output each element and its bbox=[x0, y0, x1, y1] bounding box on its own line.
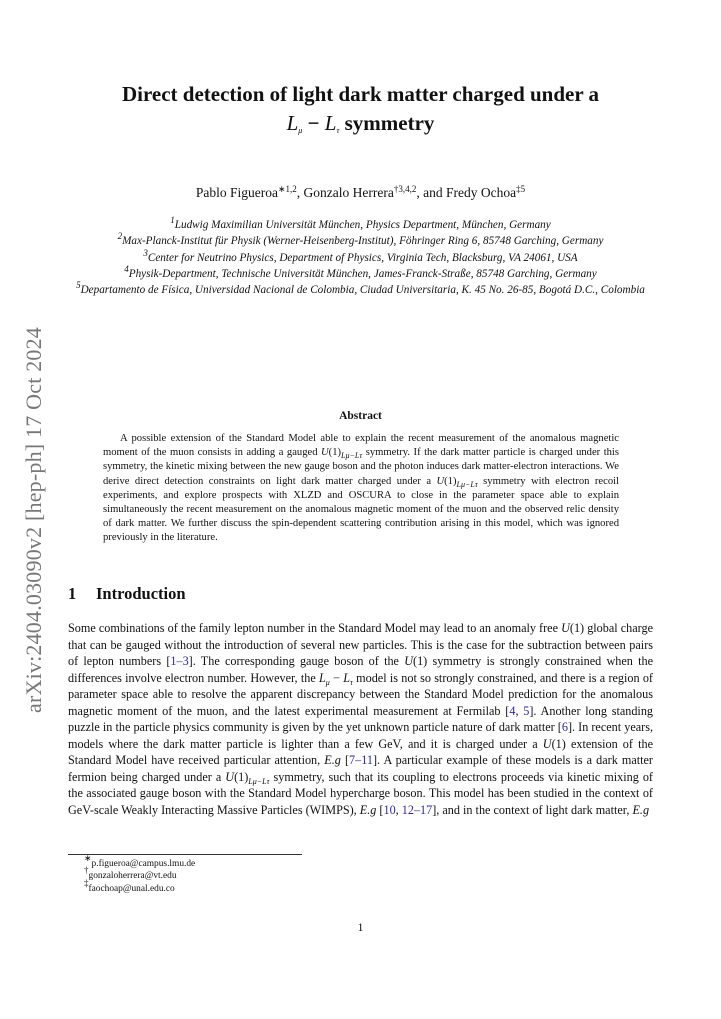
affiliation-mark: 3 bbox=[143, 247, 148, 258]
title-line-2 bbox=[68, 109, 653, 138]
arxiv-watermark-text: arXiv:2404.03090v2 [hep-ph] 17 Oct 2024 bbox=[21, 326, 47, 714]
title-math-l1: L bbox=[286, 111, 299, 135]
math-subscript: Lμ−Lτ bbox=[341, 451, 363, 461]
paper-title bbox=[68, 80, 653, 138]
math-u: U bbox=[542, 736, 552, 751]
footnote-rule bbox=[68, 854, 302, 855]
author-1: Pablo Figueroa bbox=[195, 185, 278, 200]
section-title: Introduction bbox=[96, 584, 186, 603]
math-subscript: Lμ−Lτ bbox=[248, 776, 270, 786]
footnote-mark: ∗ bbox=[84, 853, 92, 863]
math-u: U bbox=[225, 769, 235, 784]
math-paren: (1) bbox=[328, 447, 342, 459]
title-math-minus: − bbox=[302, 111, 325, 135]
footnote-2 bbox=[84, 865, 484, 882]
section-number: 1 bbox=[68, 584, 77, 603]
eg-text: E.g bbox=[359, 802, 377, 817]
footnote-mark: ‡ bbox=[84, 877, 89, 888]
author-1-marks: ∗1,2 bbox=[278, 184, 297, 194]
affiliation-2 bbox=[72, 233, 649, 249]
math-paren: (1) bbox=[444, 475, 457, 487]
affiliation-text: Ludwig Maximilian Universität München, Physics Department, München, Germany bbox=[174, 219, 551, 231]
intro-paragraph: Some combinations of the family lepton number in the Standard Model may lead to an anomaly free U(1) global charge that can be gauged without the introduction of several new particles. This is the case for the subtraction between pairs of lepton numbers [1–3]. The corresponding gauge boson of the U(1) symmetry is strongly constrained when the differences involve electron number. However, the $L_\mu - L_\tau$ model is not so strongly constrained, and there is a region of parameter space able to resolve the apparent discrepancy between the Standard Model prediction for the anomalous magnetic moment of the muon, and the latest experimental measurement at Fermilab [4, 5]. Another long standing puzzle in the particle physics community is given by the yet unknown particle nature of dark matter [6]. In recent years, models where the dark matter particle is lighter than a few GeV, and it is charged under a U(1) extension of the Standard Model have received particular attention, E.g [7–11]. A particular example of these models is a dark matter fermion being charged under a $U(1)_{L\mu-L\tau}$ symmetry, such that its coupling to electrons proceeds via kinetic mixing of the associated gauge boson with the Standard Model hypercharge boson. This model has been studied in the context of GeV-scale Weakly Interacting Massive Particles (WIMPS), E.g [10, 12–17], and in the context of light dark matter, E.g bbox=[68, 621, 654, 817]
title-math-l2: L bbox=[324, 111, 337, 135]
citation-link[interactable]: 1–3 bbox=[170, 654, 189, 668]
author-2-marks: †3,4,2 bbox=[393, 184, 417, 194]
abstract-part: symmetry with electron recoil experiments, and explore prospects with XLZD and OSCURA to close in the parameter space able to explain simultaneously the recent measurement on the anomalous magnetic moment of the muon and the observed relic density of dark matter. We further discuss the spin-dependent scattering contribution arising in this model, which was ignored previously in the literature. bbox=[103, 475, 620, 544]
citation-link[interactable]: 5 bbox=[523, 703, 530, 718]
affiliation-4 bbox=[72, 263, 649, 282]
author-separator: , bbox=[296, 185, 304, 200]
affiliation-mark: 2 bbox=[117, 231, 123, 242]
abstract-heading: Abstract bbox=[339, 410, 382, 422]
title-math-sub2: τ bbox=[336, 126, 340, 135]
affiliations bbox=[72, 217, 649, 298]
affiliation-text: Departamento de Física, Universidad Nacional de Colombia, Ciudad Universitaria, K. 45 No. 26-85, Bogotá D.C., Colombia bbox=[80, 284, 645, 297]
arxiv-watermark bbox=[12, 320, 56, 720]
author-3-marks: ‡5 bbox=[516, 184, 526, 194]
math-u: U bbox=[321, 447, 329, 459]
footnote-email[interactable]: p.figueroa@campus.lmu.de bbox=[91, 859, 196, 869]
math-l: L bbox=[343, 670, 350, 685]
affiliation-text: Max-Planck-Institut für Physik (Werner-Heisenberg-Institut), Föhringer Ring 6, 85748 Garching, Germany bbox=[122, 235, 604, 248]
eg-text: E.g bbox=[632, 802, 650, 817]
affiliation-text: Physik-Department, Technische Universität München, James-Franck-Straße, 85748 Garching, Germany bbox=[128, 267, 597, 280]
affiliation-mark: 5 bbox=[76, 280, 81, 291]
author-3: Fredy Ochoa bbox=[446, 185, 517, 200]
citation-link[interactable]: 12–17 bbox=[401, 802, 433, 817]
abstract-part: symmetry. If the dark matter particle is charged under this symmetry, the kinetic mixing between the new gauge boson and the photon induces dark matter-electron interactions. We derive direct detection constraints on light dark matter charged under a bbox=[103, 447, 619, 487]
citation-link[interactable]: 6 bbox=[561, 720, 568, 734]
abstract-part: A possible extension of the Standard Model able to explain the recent measurement of the anomalous magnetic moment of the muon consists in adding a gauged bbox=[103, 433, 619, 459]
math-subscript: μ bbox=[325, 677, 330, 687]
math-l: L bbox=[319, 670, 326, 685]
author-separator: , and bbox=[416, 185, 446, 200]
footnotes bbox=[84, 853, 484, 895]
affiliation-5 bbox=[72, 282, 649, 298]
affiliation-mark: 4 bbox=[124, 263, 129, 274]
affiliation-mark: 1 bbox=[170, 215, 175, 225]
footnote-mark: † bbox=[84, 865, 89, 876]
affiliation-1 bbox=[72, 217, 649, 233]
math-u: U bbox=[404, 654, 414, 668]
affiliation-text: Center for Neutrino Physics, Department of Physics, Virginia Tech, Blacksburg, VA 24061, USA bbox=[147, 251, 578, 264]
math-subscript: Lμ−Lτ bbox=[456, 479, 478, 489]
footnote-1 bbox=[84, 853, 484, 870]
title-line-2-rest: symmetry bbox=[339, 111, 435, 135]
author-list bbox=[68, 185, 653, 201]
affiliation-3 bbox=[72, 247, 649, 266]
abstract-text bbox=[103, 432, 619, 546]
author-2: Gonzalo Herrera bbox=[303, 185, 394, 200]
section-heading bbox=[68, 584, 186, 604]
citation-link[interactable]: 7–11 bbox=[349, 753, 373, 767]
footnote-email[interactable]: gonzaloherrera@vt.edu bbox=[88, 871, 177, 882]
math-u: U bbox=[561, 621, 570, 635]
footnote-3 bbox=[84, 877, 484, 895]
math-subscript: τ bbox=[350, 677, 353, 687]
title-math-sub1: μ bbox=[298, 126, 303, 135]
math-u: U bbox=[436, 475, 445, 487]
title-line-1: Direct detection of light dark matter charged under a bbox=[121, 82, 600, 106]
eg-text: E.g bbox=[324, 753, 341, 767]
footnote-email[interactable]: faochoap@unal.edu.co bbox=[88, 883, 175, 894]
citation-link[interactable]: 10 bbox=[383, 802, 396, 817]
citation-link[interactable]: 4 bbox=[509, 703, 516, 718]
page-number: 1 bbox=[357, 920, 364, 934]
